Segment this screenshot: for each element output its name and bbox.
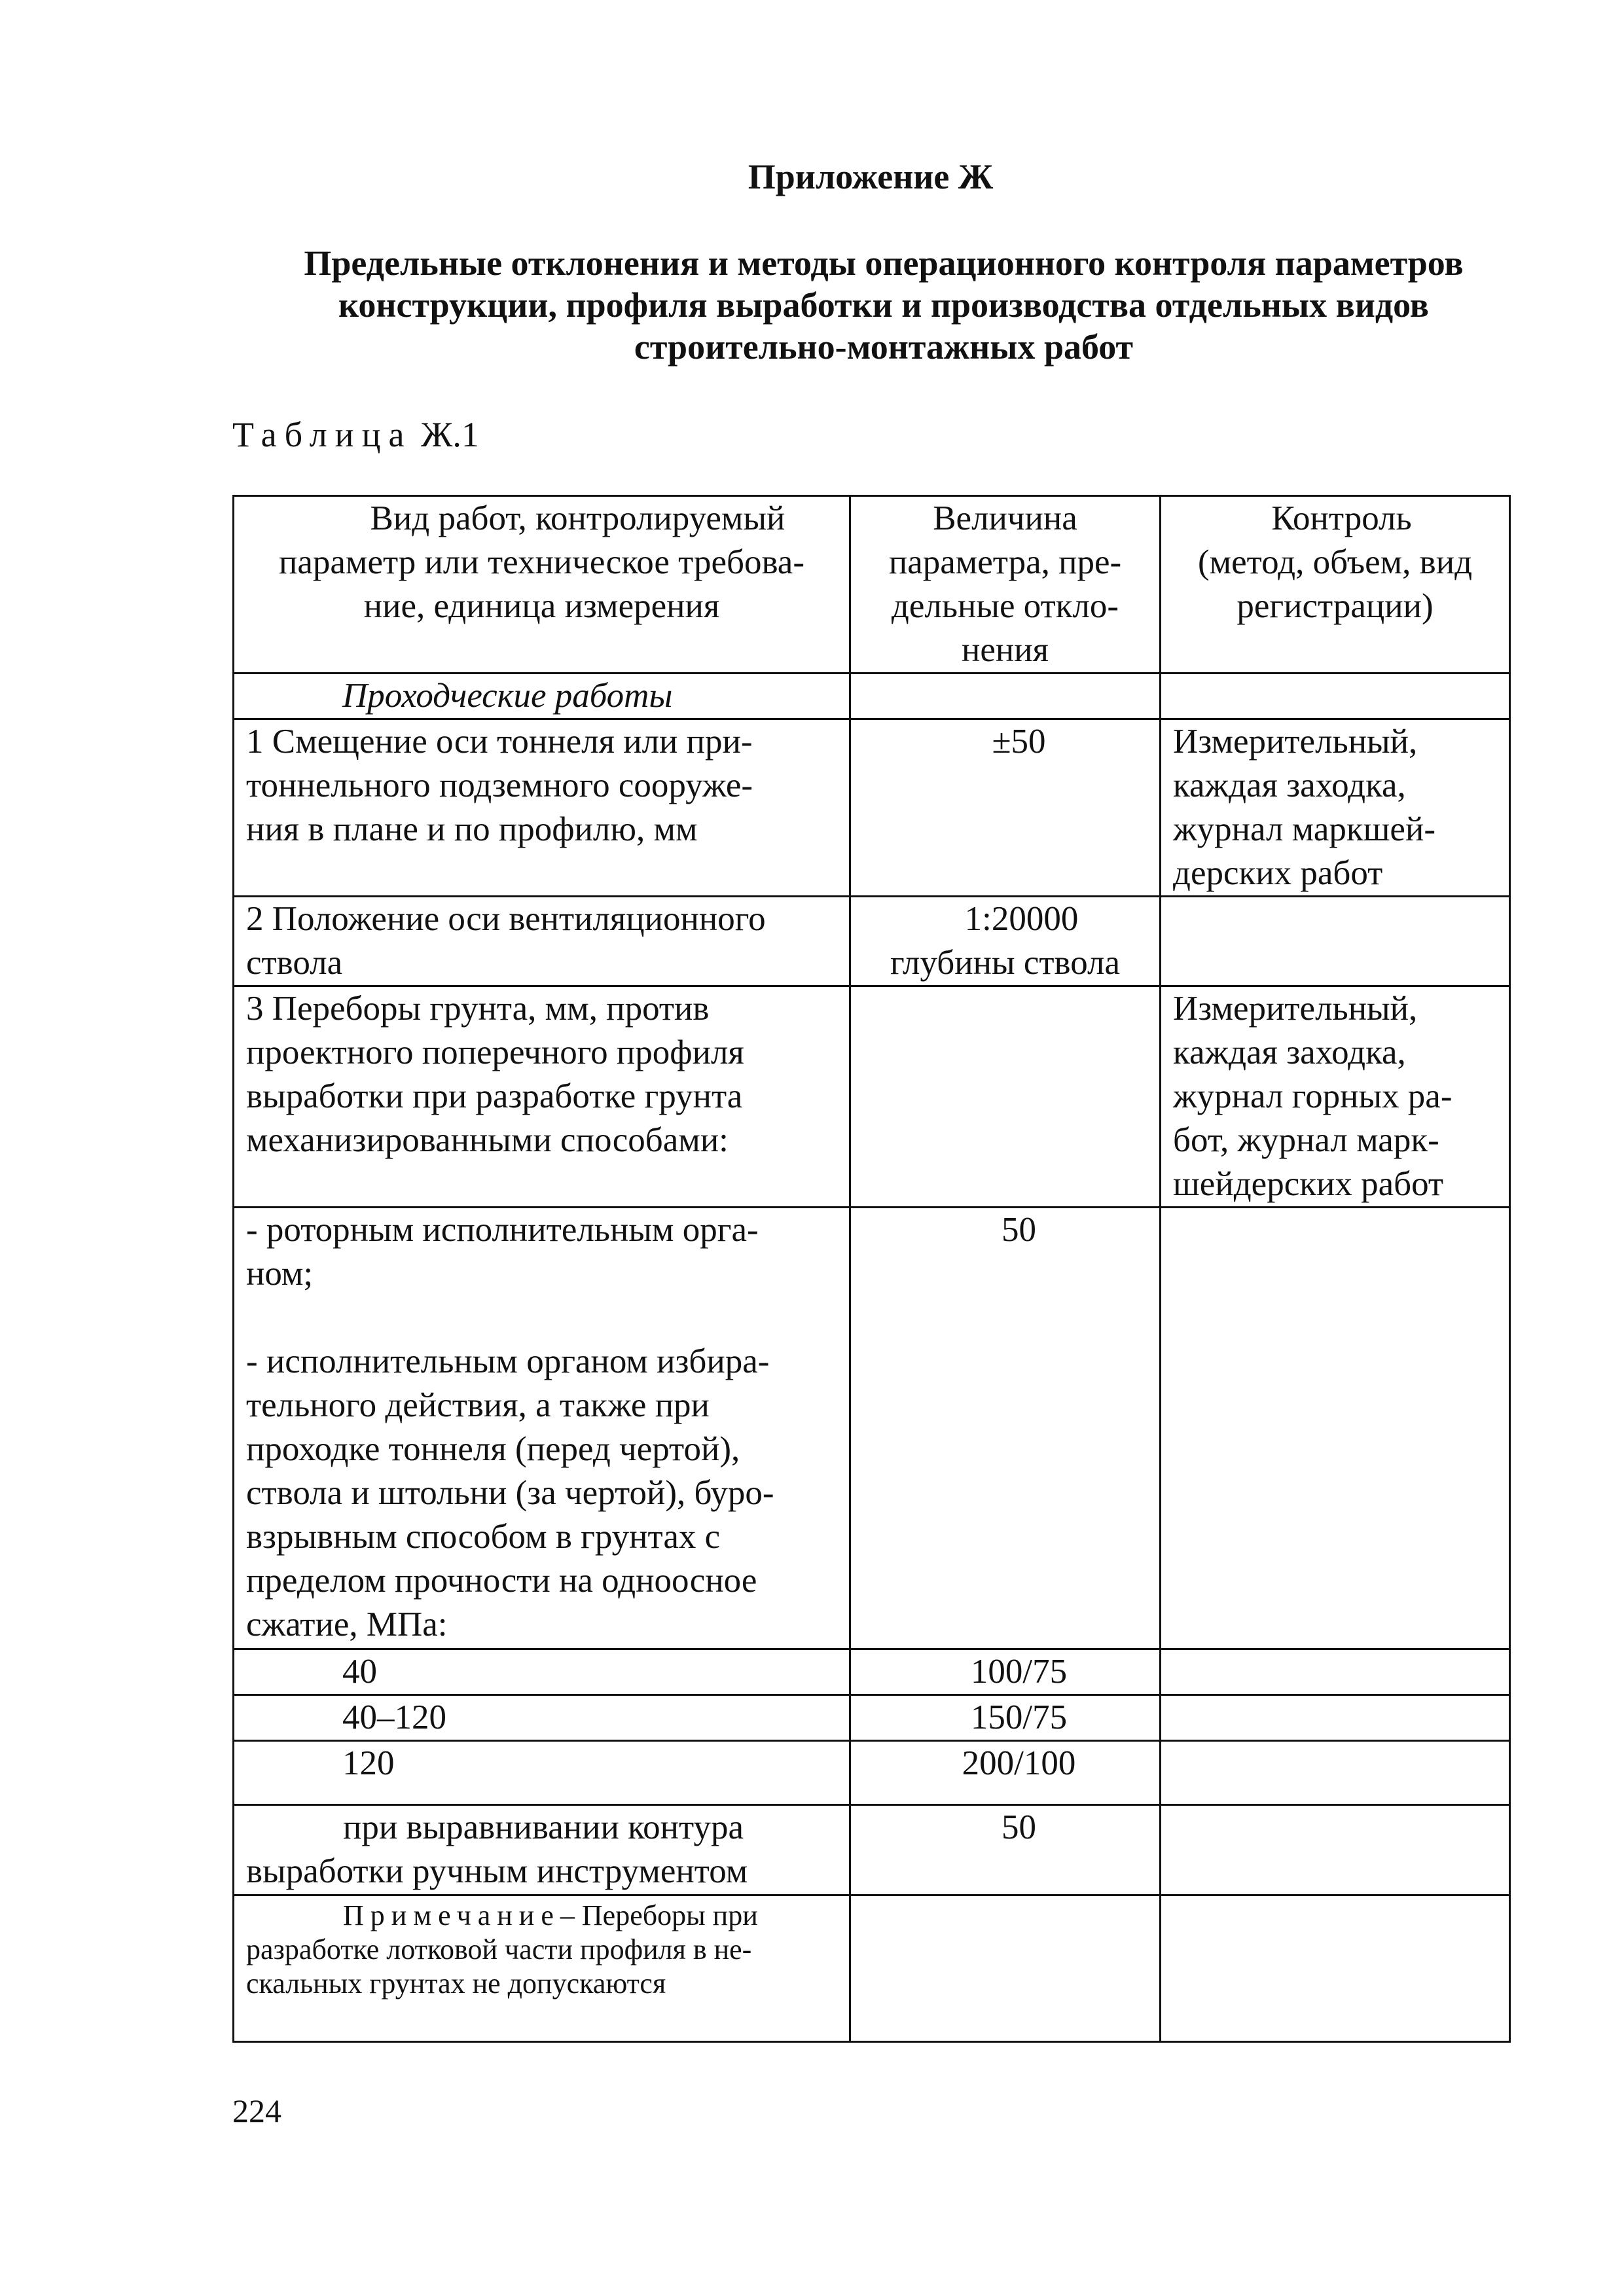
param-cell [234,719,850,897]
note-text: – Переборы при [560,1899,758,1931]
header-line: дельные откло- [891,587,1119,625]
param-line: - исполнительным органом избира- [246,1342,770,1380]
empty-cell [850,1895,1161,2042]
strength-cell: 40–120 [234,1695,850,1741]
param-cell [234,897,850,986]
page-number: 224 [232,2092,281,2129]
title-line: строительно-монтажных работ [634,327,1134,367]
control-cell [1161,986,1510,1208]
header-line: Вид работ, контролируемый [370,499,785,537]
value-line: 1:20000 [964,900,1079,938]
control-line: Измерительный, [1173,990,1418,1028]
header-line: ние, единица измерения [363,587,720,625]
param-line: 2 Положение оси вентиляционного [246,900,766,938]
control-line: каждая заходка, [1173,1033,1406,1071]
spacer [246,1296,837,1340]
table-row [234,1695,1510,1741]
param-line: тоннельного подземного сооруже- [246,766,753,804]
page-title [229,242,1538,368]
value-cell: 50 [850,1208,1161,1649]
param-cell [234,1208,850,1649]
control-line: каждая заходка, [1173,766,1406,804]
param-line: механизированными способами: [246,1121,729,1159]
header-line: нения [962,631,1049,669]
empty-cell [1161,673,1510,719]
section-row [234,673,1510,719]
section-title: Проходческие работы [234,673,850,719]
param-line: 1 Смещение оси тоннеля или при- [246,723,753,761]
param-line: при выравнивании контура [343,1808,744,1846]
header-line: параметр или техническое требова- [279,543,804,581]
value-cell: 100/75 [850,1649,1161,1695]
param-cell [234,1805,850,1895]
note-line: скальных грунтах не допускаются [246,1967,666,2000]
control-cell [1161,719,1510,897]
empty-cell [1161,1741,1510,1805]
strength-cell: 120 [234,1741,850,1805]
table-header-row [234,496,1510,673]
table-row [234,1208,1510,1649]
table-caption-number: Ж.1 [420,415,479,454]
control-line: дерских работ [1173,854,1383,892]
param-line: проходке тоннеля (перед чертой), [246,1430,740,1468]
param-line: сжатие, МПа: [246,1605,448,1643]
value-cell: 50 [850,1805,1161,1895]
param-line: ствола [246,944,343,982]
table-row [234,1741,1510,1805]
table-row [234,986,1510,1208]
title-line: конструкции, профиля выработки и производства отдельных видов [338,285,1429,325]
table-row [234,1649,1510,1695]
table-caption-word: Таблица [232,415,412,454]
control-line: бот, журнал марк- [1173,1121,1439,1159]
param-line: пределом прочности на одноосное [246,1562,757,1600]
control-line: журнал горных ра- [1173,1077,1453,1115]
param-cell [234,986,850,1208]
value-cell [850,897,1161,986]
control-line: шейдерских работ [1173,1165,1444,1203]
param-line: проектного поперечного профиля [246,1033,744,1071]
header-cell-work-type [234,496,850,673]
param-line: ствола и штольни (за чертой), буро- [246,1474,774,1512]
param-line: 3 Переборы грунта, мм, против [246,990,710,1028]
strength-cell: 40 [234,1649,850,1695]
note-row [234,1895,1510,2042]
param-line: выработки ручным инструментом [246,1852,748,1890]
note-line [246,1899,837,1933]
header-cell-value [850,496,1161,673]
note-line: разработке лотковой части профиля в не- [246,1933,752,1965]
empty-cell [1161,1895,1510,2042]
note-cell [234,1895,850,2042]
value-cell: 200/100 [850,1741,1161,1805]
note-label: Примечание [343,1899,560,1931]
header-line: Величина [933,499,1077,537]
control-line: Измерительный, [1173,723,1418,761]
empty-cell [1161,1695,1510,1741]
empty-cell [850,673,1161,719]
header-line: регистрации) [1236,587,1434,625]
value-line: глубины ствола [890,944,1120,982]
control-line: журнал маркшей- [1173,810,1435,848]
empty-cell [1161,1805,1510,1895]
empty-cell [1161,897,1510,986]
value-cell: ±50 [850,719,1161,897]
header-line: (метод, объем, вид [1197,543,1473,581]
header-line: параметра, пре- [888,543,1122,581]
table-row [234,719,1510,897]
appendix-title: Приложение Ж [748,157,994,196]
table-row [234,897,1510,986]
title-line: Предельные отклонения и методы операционного контроля параметров [304,243,1464,283]
param-line: тельного действия, а также при [246,1386,710,1424]
table-row [234,1805,1510,1895]
table-caption [232,414,479,456]
param-line: взрывным способом в грунтах с [246,1518,721,1556]
header-line: Контроль [1271,499,1412,537]
empty-cell [850,986,1161,1208]
param-line: ном; [246,1255,314,1293]
header-cell-control [1161,496,1510,673]
param-line: выработки при разработке грунта [246,1077,743,1115]
value-cell: 150/75 [850,1695,1161,1741]
empty-cell [1161,1208,1510,1649]
tolerance-table [232,495,1511,2043]
param-line: - роторным исполнительным орга- [246,1211,759,1249]
empty-cell [1161,1649,1510,1695]
param-line: ния в плане и по профилю, мм [246,810,698,848]
